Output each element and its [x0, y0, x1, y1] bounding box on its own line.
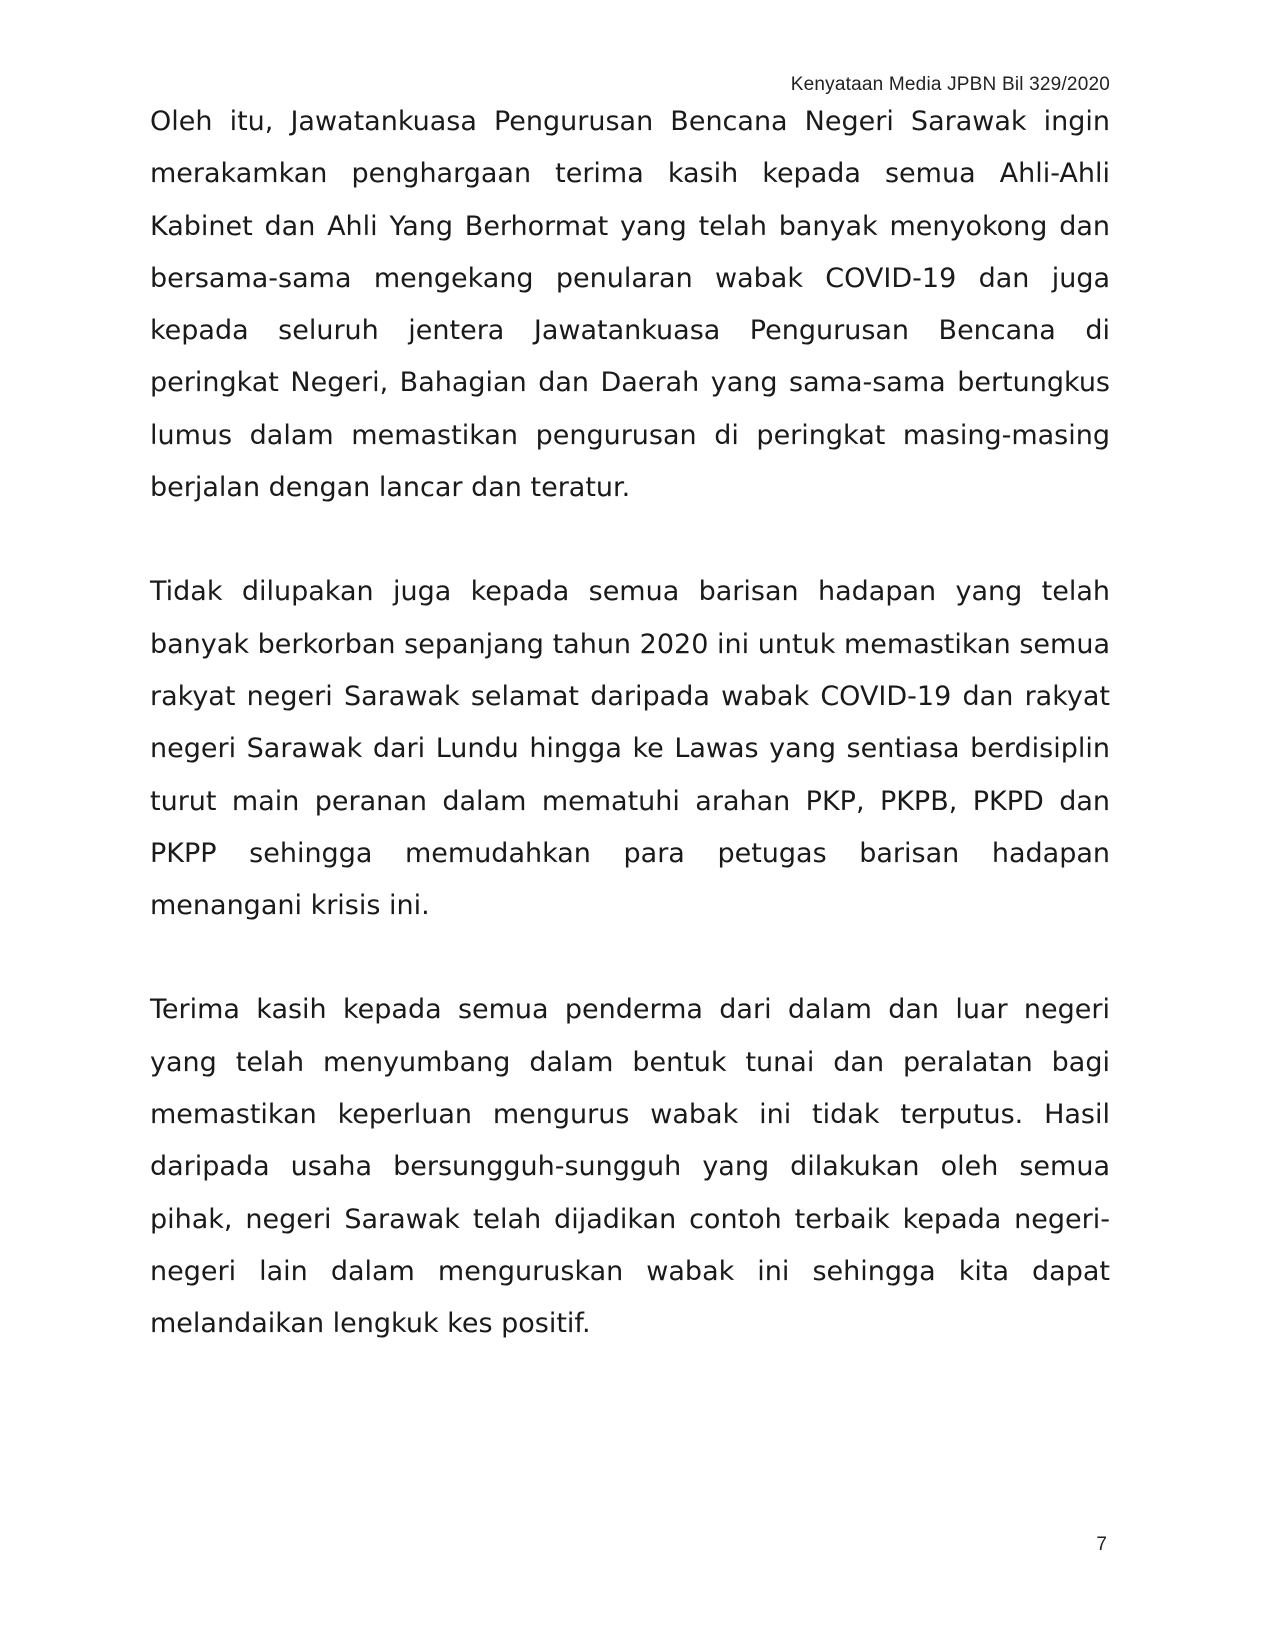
- media-statement-reference: Kenyataan Media JPBN Bil 329/2020: [790, 74, 1110, 95]
- paragraph-appreciation-frontliners: Tidak dilupakan juga kepada semua barisan hadapan yang telah banyak berkorban sepanjang tahun 2020 ini untuk memastikan semua rakyat negeri Sarawak selamat daripada wabak COVID-19 dan rakyat negeri Sarawak dari Lundu hingga ke Lawas yang sentiasa berdisiplin turut main peranan dalam mematuhi arahan PKP, PKPB, PKPD dan PKPP sehingga memudahkan para petugas barisan hadapan menangani krisis ini.: [150, 576, 1110, 922]
- paragraph-appreciation-donors: Terima kasih kepada semua penderma dari dalam dan luar negeri yang telah menyumbang dalam bentuk tunai dan peralatan bagi memastikan keperluan mengurus wabak ini tidak terputus. Hasil daripada usaha bersungguh-sungguh yang dilakukan oleh semua pihak, negeri Sarawak telah dijadikan contoh terbaik kepada negeri-negeri lain dalam menguruskan wabak ini sehingga kita dapat melandaikan lengkuk kes positif.: [150, 994, 1110, 1340]
- page-number: 7: [1096, 1534, 1107, 1555]
- paragraph-appreciation-committee: Oleh itu, Jawatankuasa Pengurusan Bencana Negeri Sarawak ingin merakamkan penghargaan terima kasih kepada semua Ahli-Ahli Kabinet dan Ahli Yang Berhormat yang telah banyak menyokong dan bersama-sama mengekang penularan wabak COVID-19 dan juga kepada seluruh jentera Jawatankuasa Pengurusan Bencana di peringkat Negeri, Bahagian dan Daerah yang sama-sama bertungkus lumus dalam memastikan pengurusan di peringkat masing-masing berjalan dengan lancar dan teratur.: [150, 106, 1110, 504]
- document-body: [150, 96, 1110, 1403]
